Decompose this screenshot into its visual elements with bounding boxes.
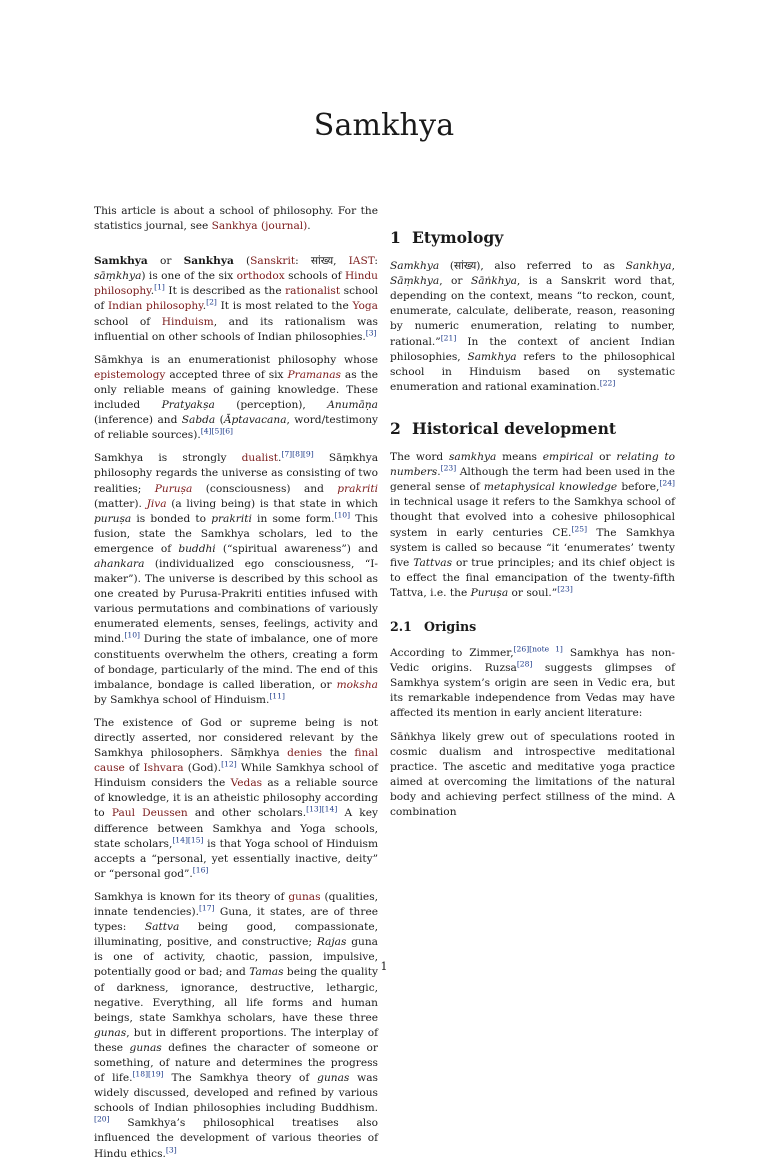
term-samkhya: Samkhya bbox=[94, 255, 148, 268]
ref-11[interactable]: [11] bbox=[269, 691, 285, 701]
gunas-link[interactable]: gunas bbox=[288, 890, 321, 903]
yoga-link[interactable]: Yoga bbox=[352, 300, 378, 313]
section-heading-etymology: 1 Etymology bbox=[390, 228, 504, 247]
ref-17[interactable]: [17] bbox=[198, 903, 215, 913]
hindu-philosophy-link[interactable]: Hindu philosophy bbox=[94, 270, 378, 298]
ref-3b[interactable]: [3] bbox=[165, 1145, 177, 1154]
dualist-link[interactable]: dualist bbox=[241, 452, 279, 465]
ref-3[interactable]: [3] bbox=[365, 328, 377, 338]
page-number: 1 bbox=[380, 960, 388, 973]
ref-12[interactable]: [12] bbox=[221, 759, 237, 769]
subsection-heading-origins: 2.1 Origins bbox=[390, 618, 477, 634]
iast-link[interactable]: IAST bbox=[348, 255, 375, 268]
purusa-link[interactable]: Puruṣa bbox=[154, 482, 193, 495]
god-paragraph: The existence of God or supreme being is not directly asserted, nor considered relevant by the Samkhya philosophers. Sāṃkhya denies the final cause of Ishvara (God).[12] While Samkhya school of Hinduism considers the Vedas as a reliable source of knowledge, it is an atheistic philosophy according to Paul Deussen and other scholars.[13][14] A key difference between Samkhya and Yoga schools, state scholars,[14][15] is that Yoga school of Hinduism accepts a “personal, yet essentially inactive, deity” or “personal god”.[16] bbox=[94, 716, 378, 880]
indian-philosophy-link[interactable]: Indian philosophy bbox=[108, 300, 203, 313]
hatnote: This article is about a school of philosophy. For the statistics journal, see Sankhya (journal). bbox=[94, 205, 378, 233]
sankhya-journal-link[interactable]: Sankhya (journal) bbox=[211, 220, 308, 233]
ref-14-15[interactable]: [14][15] bbox=[172, 835, 204, 845]
right-column bbox=[390, 204, 675, 828]
etymology-paragraph: Samkhya (सांख्य), also referred to as Sankhya, Sāṃkhya, or Sāṅkhya, is a Sanskrit word that, depending on the context, means “to reckon, count, enumerate, calculate, deliberate, reason, reasoning by numeric enumeration, relating to number, rational.”[21] In the context of ancient Indian philosophies, Samkhya refers to the philosophical school in Hinduism based on systematic enumeration and rational examination.[22] bbox=[390, 260, 675, 393]
gunas-paragraph: Samkhya is known for its theory of gunas (qualities, innate tendencies).[17] Guna, it states, are of three types: Sattva being good, compassionate, illuminating, positive, and constructive; Rajas guna is one of activity, chaotic, passion, impulsive, potentially good or bad; and Tamas being the quality of darkness, ignorance, destructive, lethargic, negative. Everything, all life forms and human beings, state Samkhya scholars, have these three gunas, but in different proportions. The interplay of these gunas defines the character of someone or something, of nature and determines the progress of life.[18][19] The Samkhya theory of gunas was widely discussed, developed and refined by various schools of Indian philosophies including Buddhism.[20] Samkhya’s philosophical treatises also influenced the development of various theories of Hindu ethics.[3] bbox=[94, 890, 378, 1160]
page-title: Samkhya bbox=[313, 108, 455, 143]
ref-20[interactable]: [20] bbox=[94, 1114, 110, 1124]
sanskrit-link[interactable]: Sanskrit bbox=[250, 255, 296, 268]
ishvara-link[interactable]: Ishvara bbox=[143, 762, 184, 775]
prakriti-link[interactable]: prakriti bbox=[337, 482, 378, 495]
rationalist-link[interactable]: rationalist bbox=[285, 285, 341, 298]
moksha-link[interactable]: moksha bbox=[336, 678, 378, 691]
dualism-paragraph: Samkhya is strongly dualist.[7][8][9] Sāṃkhya philosophy regards the universe as consisting of two realities; Puruṣa (consciousness) and prakriti (matter). Jiva (a living being) is that state in which puruṣa is bonded to prakriti in some form.[10] This fusion, state the Samkhya scholars, led to the emergence of buddhi (“spiritual awareness”) and ahankara (individualized ego consciousness, “I-maker”). The universe is described by this school as one created by Purusa-Prakriti entities infused with various permutations and combinations of variously enumerated elements, senses, feelings, activity and mind.[10] During the state of imbalance, one of more constituents overwhelm the others, creating a form of bondage, particularly of the mind. The end of this imbalance, bondage is called liberation, or moksha by Samkhya school of Hinduism.[11] bbox=[94, 449, 379, 706]
final-cause-link[interactable]: final cause bbox=[94, 747, 378, 775]
orthodox-link[interactable]: orthodox bbox=[236, 270, 285, 283]
pramanas-paragraph: Sāmkhya is an enumerationist philosophy whose epistemology accepted three of six Pramanas as the only reliable means of gaining knowledge. These included Pratyakṣa (perception), Anumāṇa (inference) and Sabda (Āptavacana, word/testimony of reliable sources).[4][5][6] bbox=[94, 353, 379, 442]
ref-28[interactable]: [28] bbox=[516, 659, 533, 669]
section-heading-historical-development: 2 Historical development bbox=[390, 418, 617, 438]
ref-13-14[interactable]: [13][14] bbox=[306, 804, 338, 814]
ref-22[interactable]: [22] bbox=[599, 378, 616, 388]
hinduism-link[interactable]: Hinduism bbox=[161, 315, 214, 328]
ref-23[interactable]: [23] bbox=[440, 463, 457, 473]
intro-paragraph: Samkhya or Sankhya (Sanskrit: सांख्य, IAST: sāṃkhya) is one of the six orthodox schools of Hindu philosophy.[1] It is described as the rationalist school of Indian philosophy.[2] It is most related to the Yoga school of Hinduism, and its rationalism was influential on other schools of Indian philosophies.[3] bbox=[94, 255, 378, 343]
ref-16[interactable]: [16] bbox=[192, 865, 209, 875]
ref-24[interactable]: [24] bbox=[659, 478, 676, 488]
vedas-link[interactable]: Vedas bbox=[230, 777, 263, 790]
ref-10b[interactable]: [10] bbox=[124, 630, 140, 640]
block-quote: Sāṅkhya likely grew out of speculations rooted in cosmic dualism and introspective meditational practice. The ascetic and meditative yoga practice aimed at overcoming the limitations of the natural body and achieving perfect stillness of the mind. A combination bbox=[390, 730, 675, 818]
ref-4-5-6[interactable]: [4][5][6] bbox=[200, 426, 234, 436]
jiva-link[interactable]: Jiva bbox=[146, 497, 167, 510]
ref-21[interactable]: [21] bbox=[440, 333, 457, 343]
denies-link[interactable]: denies bbox=[287, 747, 323, 760]
paul-deussen-link[interactable]: Paul Deussen bbox=[111, 807, 188, 820]
ref-7-8-9[interactable]: [7][8][9] bbox=[281, 449, 314, 459]
ref-23b[interactable]: [23] bbox=[557, 584, 573, 594]
term-sankhya: Sankhya bbox=[183, 255, 234, 268]
ref-10[interactable]: [10] bbox=[334, 510, 351, 520]
ref-1[interactable]: [1] bbox=[154, 282, 165, 292]
pramanas-link[interactable]: Pramanas bbox=[287, 368, 341, 381]
history-paragraph: The word samkhya means empirical or relating to numbers.[23] Although the term had been used in the general sense of metaphysical knowledge before,[24] in technical usage it refers to the Samkhya school of thought that evolved into a cohesive philosophical system in early centuries CE.[25] The Samkhya system is called so because “it ‘enumerates’ twenty five Tattvas or true principles; and its chief object is to effect the final emancipation of the twenty-fifth Tattva, i.e. the Puruṣa or soul.”[23] bbox=[390, 451, 676, 599]
ref-note-1[interactable]: [note 1] bbox=[529, 644, 563, 654]
ref-18-19[interactable]: [18][19] bbox=[132, 1069, 164, 1079]
ref-26[interactable]: [26] bbox=[513, 644, 530, 654]
ref-25[interactable]: [25] bbox=[571, 523, 588, 533]
left-column bbox=[94, 204, 378, 1170]
ref-2[interactable]: [2] bbox=[206, 297, 217, 307]
origins-paragraph: According to Zimmer,[26][note 1] Samkhya has non-Vedic origins. Ruzsa[28] suggests glimpses of Samkhya system’s origin are seen in Vedic era, but its remarkable independence from Vedas may have affected its mention in early ancient literature: bbox=[390, 644, 675, 720]
epistemology-link[interactable]: epistemology bbox=[94, 368, 166, 381]
